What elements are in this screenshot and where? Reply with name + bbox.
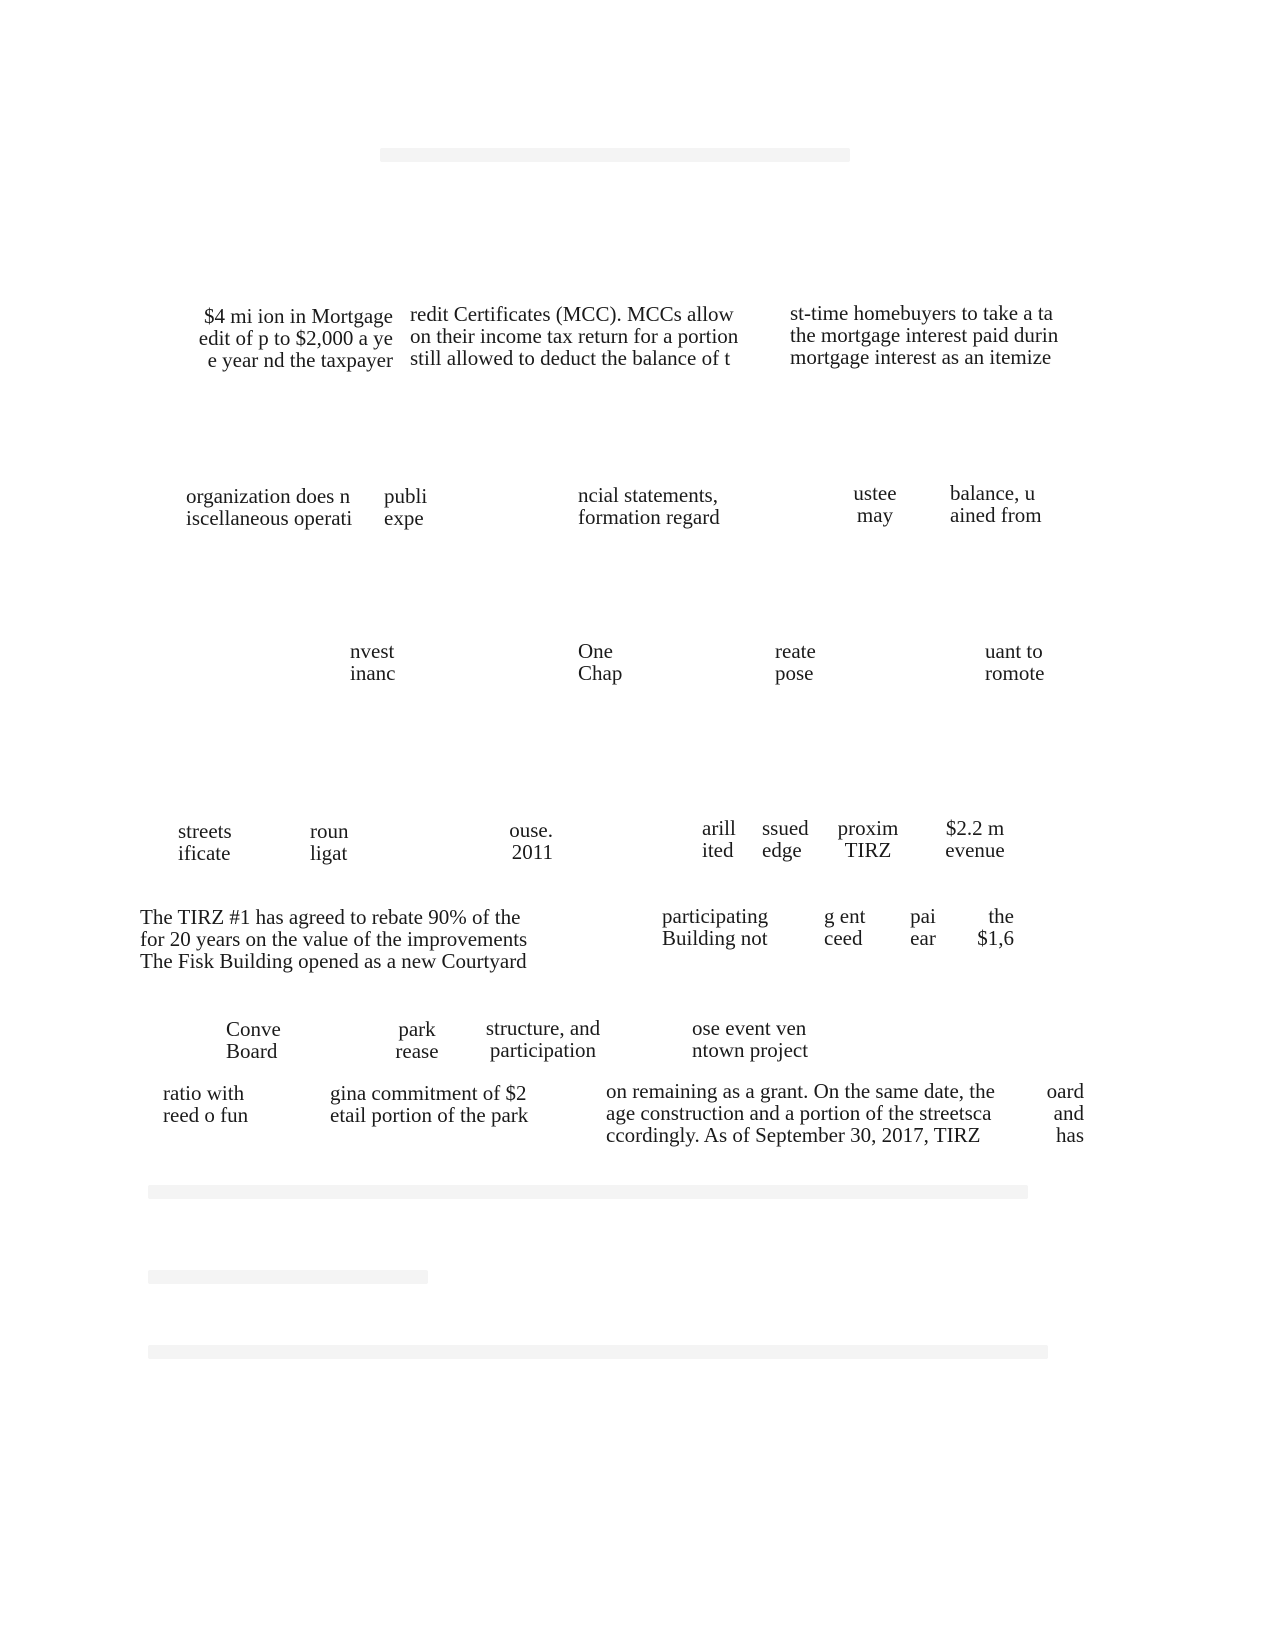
text-fragment (474, 1017, 612, 1061)
text-fragment (824, 905, 865, 949)
text-line: proxim (837, 816, 899, 840)
text-line: ccordingly. As of September 30, 2017, TIRZ (606, 1123, 981, 1147)
text-line: may (856, 503, 894, 527)
text-line: ificate (178, 841, 231, 865)
text-fragment (606, 1080, 995, 1146)
text-fragment (163, 1082, 248, 1126)
text-line: reate (775, 639, 816, 663)
text-line: redit Certificates (MCC). MCCs allow (410, 302, 734, 326)
text-fragment (762, 817, 809, 861)
text-line: The TIRZ #1 has agreed to rebate 90% of the (140, 905, 521, 929)
text-line: publi (384, 484, 428, 508)
text-line: ceed (824, 926, 863, 950)
text-line: ncial statements, (578, 483, 718, 507)
text-line: ssued (762, 816, 809, 840)
text-line: Chap (578, 661, 623, 685)
text-fragment (905, 905, 941, 949)
text-line: reed o fun (163, 1103, 249, 1127)
text-fragment (505, 819, 553, 863)
text-line: formation regard (578, 505, 720, 529)
text-fragment (578, 484, 720, 528)
text-line: mortgage interest as an itemize (790, 345, 1052, 369)
text-fragment (662, 905, 768, 949)
text-fragment (140, 906, 527, 972)
text-line: ained from (950, 503, 1042, 527)
text-line: still allowed to deduct the balance of t (410, 346, 731, 370)
text-fragment (226, 1018, 281, 1062)
text-line: structure, and (485, 1016, 601, 1040)
faint-line (148, 1185, 1028, 1199)
text-line: iscellaneous operati (186, 506, 353, 530)
text-line: Conve (226, 1017, 281, 1041)
text-line: the (988, 904, 1014, 928)
text-line: oard (1046, 1079, 1084, 1103)
text-fragment (692, 1017, 808, 1061)
text-line: ustee (853, 481, 897, 505)
text-line: One (578, 639, 613, 663)
text-fragment (186, 485, 352, 529)
text-line: e year nd the taxpayer (207, 348, 393, 372)
text-line: ntown project (692, 1038, 809, 1062)
text-line: etail portion of the park (330, 1103, 529, 1127)
text-line: ratio with (163, 1081, 245, 1105)
text-fragment (392, 1018, 442, 1062)
text-line: $1,6 (977, 926, 1014, 950)
text-line: Board (226, 1039, 278, 1063)
text-line: $2.2 m (945, 816, 1005, 840)
text-line: has (1056, 1123, 1084, 1147)
text-line: evenue (945, 838, 1005, 862)
text-line: g ent (824, 904, 866, 928)
text-line: romote (985, 661, 1045, 685)
text-fragment (578, 640, 622, 684)
text-line: balance, u (950, 481, 1036, 505)
text-line: arill (702, 816, 736, 840)
text-fragment (970, 905, 1014, 949)
text-line: gina commitment of $2 (330, 1081, 527, 1105)
text-fragment (1036, 1080, 1084, 1146)
text-line: inanc (350, 661, 396, 685)
faint-line (380, 148, 850, 162)
faint-line (148, 1345, 1048, 1359)
text-fragment (850, 482, 900, 526)
text-line: participating (662, 904, 769, 928)
text-line: the mortgage interest paid durin (790, 323, 1059, 347)
text-line: The Fisk Building opened as a new Courtyard (140, 949, 527, 973)
text-line: expe (384, 506, 424, 530)
text-line: pai (910, 904, 936, 928)
text-line: roun (310, 819, 349, 843)
text-line: rease (395, 1039, 439, 1063)
text-fragment (985, 640, 1044, 684)
text-fragment (702, 817, 736, 861)
text-line: $4 mi ion in Mortgage (204, 304, 393, 328)
text-line: uant to (985, 639, 1043, 663)
text-line: ose event ven (692, 1016, 807, 1040)
text-fragment (836, 817, 900, 861)
text-fragment (950, 482, 1042, 526)
text-line: streets (178, 819, 232, 843)
text-line: on their income tax return for a portion (410, 324, 739, 348)
text-fragment (410, 303, 738, 369)
text-line: ited (702, 838, 734, 862)
text-line: edge (762, 838, 802, 862)
text-line: nvest (350, 639, 395, 663)
text-fragment (384, 485, 427, 529)
text-fragment (940, 817, 1010, 861)
text-line: TIRZ (844, 838, 892, 862)
text-fragment (163, 305, 393, 371)
text-line: participation (489, 1038, 597, 1062)
text-line: on remaining as a grant. On the same date, the (606, 1079, 995, 1103)
text-fragment (310, 820, 349, 864)
text-fragment (178, 820, 232, 864)
text-line: for 20 years on the value of the improvements (140, 927, 528, 951)
text-line: age construction and a portion of the streetsca (606, 1101, 992, 1125)
text-fragment (330, 1082, 528, 1126)
text-line: 2011 (511, 840, 553, 864)
text-line: pose (775, 661, 814, 685)
text-line: Building not (662, 926, 768, 950)
text-line: ouse. (509, 818, 553, 842)
text-fragment (350, 640, 395, 684)
text-line: ear (910, 926, 936, 950)
text-fragment (790, 302, 1058, 368)
text-line: edit of p to $2,000 a ye (198, 326, 393, 350)
text-line: organization does n (186, 484, 351, 508)
text-line: st-time homebuyers to take a ta (790, 301, 1054, 325)
text-fragment (775, 640, 816, 684)
faint-line (148, 1270, 428, 1284)
text-line: ligat (310, 841, 348, 865)
text-line: and (1053, 1101, 1084, 1125)
text-line: park (398, 1017, 436, 1041)
